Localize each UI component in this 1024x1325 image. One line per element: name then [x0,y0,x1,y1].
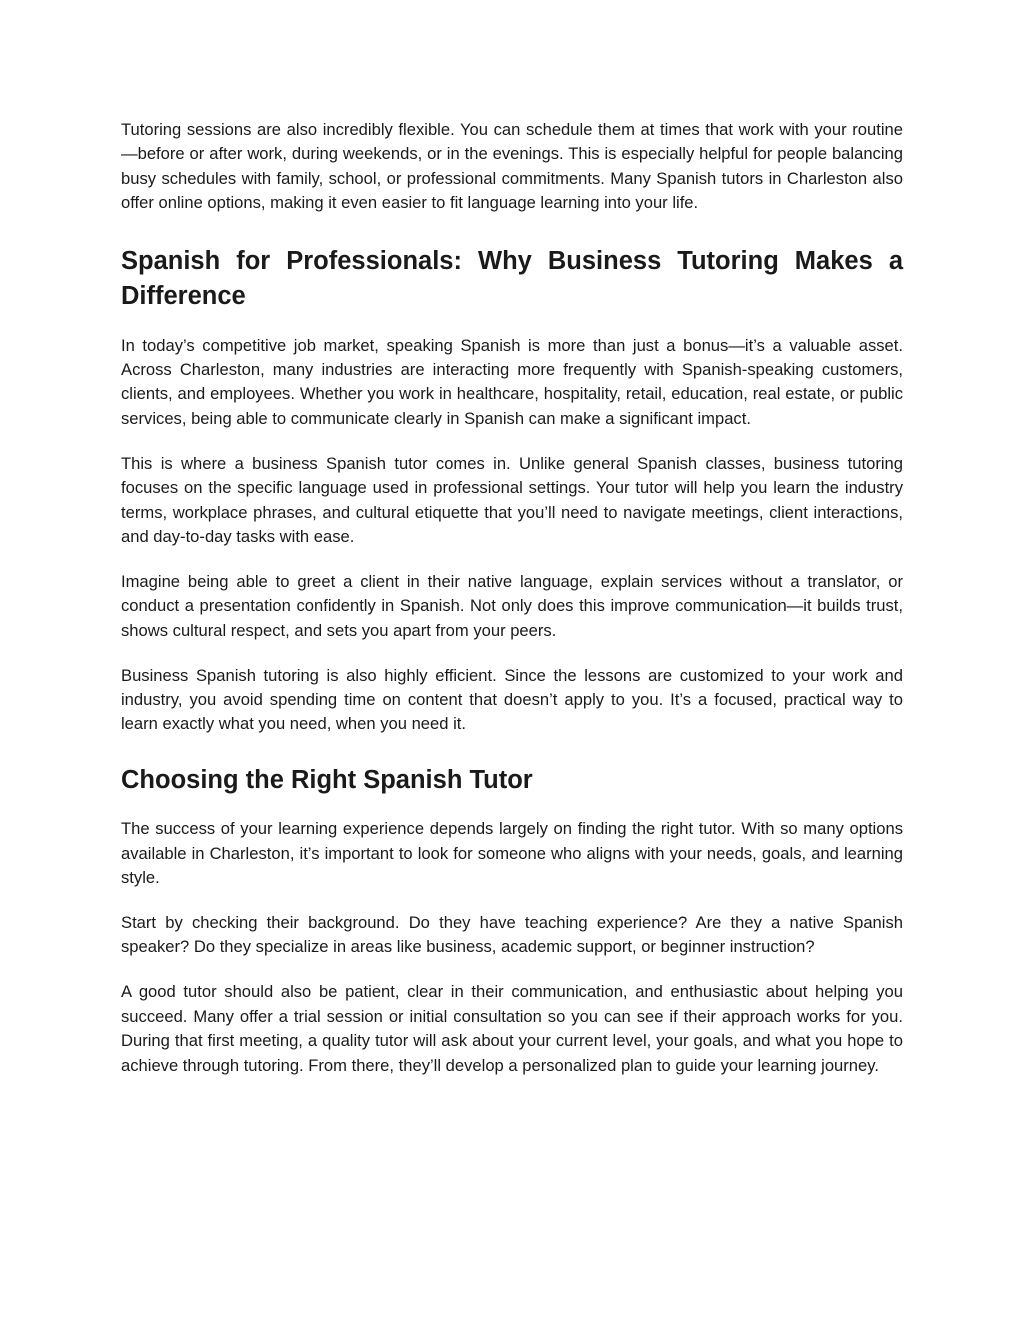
paragraph: Start by checking their background. Do they have teaching experience? Are they a native Spanish speaker? Do they specialize in areas like business, academic support, or beginner instruction? [121,913,903,957]
intro-paragraph: Tutoring sessions are also incredibly flexible. You can schedule them at times that work with your routine—before or after work, during weekends, or in the evenings. This is especially helpful for people balancing busy schedules with family, school, or professional commitments. Many Spanish tutors in Charleston also offer online options, making it even easier to fit language learning into your life. [121,120,903,213]
section-heading-business-tutoring: Spanish for Professionals: Why Business Tutoring Makes a Difference [121,246,903,311]
paragraph: A good tutor should also be patient, clear in their communication, and enthusiastic about helping you succeed. Many offer a trial session or initial consultation so you can see if their approach works for you. During that first meeting, a quality tutor will ask about your current level, your goals, and what you hope to achieve through tutoring. From there, they’ll develop a personalized plan to guide your learning journey. [121,982,903,1075]
paragraph: Business Spanish tutoring is also highly efficient. Since the lessons are customized to your work and industry, you avoid spending time on content that doesn’t apply to you. It’s a focused, practical way to learn exactly what you need, when you need it. [121,665,903,734]
paragraph: Imagine being able to greet a client in their native language, explain services without a translator, or conduct a presentation confidently in Spanish. Not only does this improve communication—it builds trust, shows cultural respect, and sets you apart from your peers. [121,571,903,640]
document-page [121,118,903,1098]
paragraph: In today’s competitive job market, speaking Spanish is more than just a bonus—it’s a valuable asset. Across Charleston, many industries are interacting more frequently with Spanish-speaking customers, clients, and employees. Whether you work in healthcare, hospitality, retail, education, real estate, or public services, being able to communicate clearly in Spanish can make a significant impact. [121,335,903,428]
paragraph: The success of your learning experience depends largely on finding the right tutor. With so many options available in Charleston, it’s important to look for someone who aligns with your needs, goals, and learning style. [121,819,903,888]
section-heading-choosing-tutor: Choosing the Right Spanish Tutor [121,765,533,794]
paragraph: This is where a business Spanish tutor comes in. Unlike general Spanish classes, business tutoring focuses on the specific language used in professional settings. Your tutor will help you learn the industry terms, workplace phrases, and cultural etiquette that you’ll need to navigate meetings, client interactions, and day-to-day tasks with ease. [121,453,903,546]
